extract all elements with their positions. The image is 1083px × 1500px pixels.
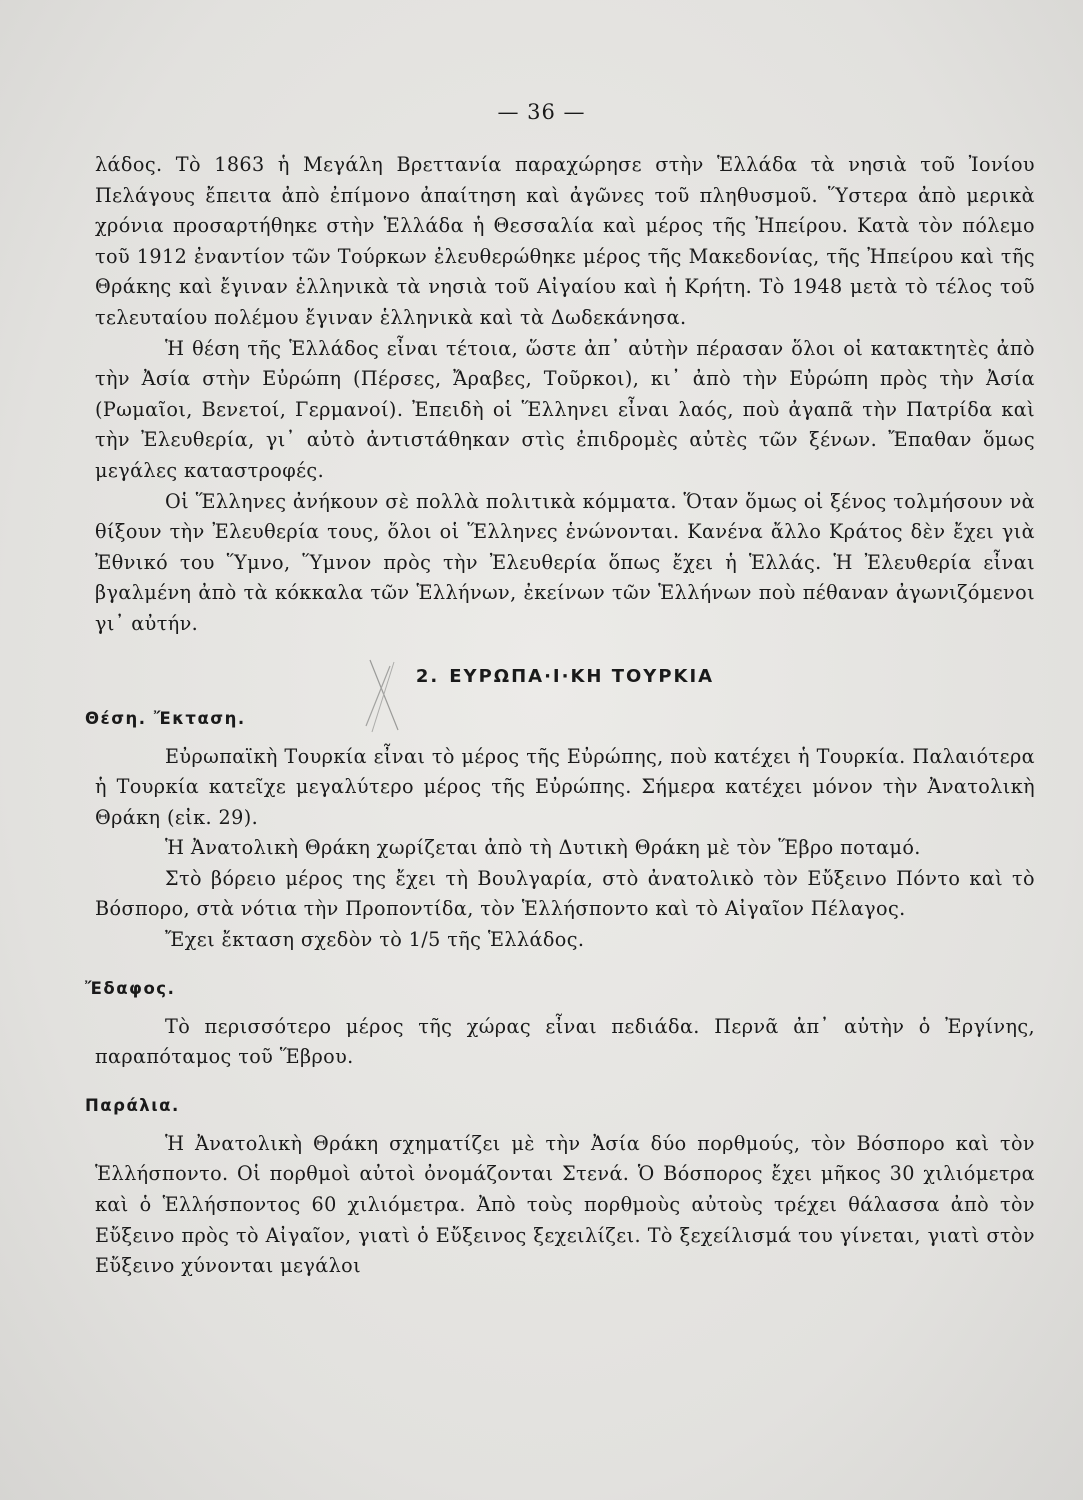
- greeks-freedom-paragraph: Οἱ Ἕλληνες ἀνήκουν σὲ πολλὰ πολιτικὰ κόμματα. Ὅταν ὅμως οἱ ξένος τολμήσουν νὰ θίξουν τὴν Ἐλευθερία τους, ὅλοι οἱ Ἕλληνες ἑνώνονται. Κανένα ἄλλο Κράτος δὲν ἔχει γιὰ Ἐθνικό του Ὕμνο, Ὕμνον πρὸς τὴν Ἐλευθερία ὅπως ἔχει ἡ Ἑλλάς. Ἡ Ἐλευθερία εἶναι βγαλμένη ἀπὸ τὰ κόκκαλα τῶν Ἑλλήνων, ἐκείνων τῶν Ἑλλήνων ποὺ πέθαναν ἀγωνιζόμενοι γι᾽ αὐτήν.: [95, 489, 1035, 635]
- position-paragraph-3: Στὸ βόρειο μέρος της ἔχει τὴ Βουλγαρία, στὸ ἀνατολικὸ τὸν Εὔξεινο Πόντο καὶ τὸ Βόσπορο, στὰ νότια τὴν Προποντίδα, τὸν Ἑλλήσποντο καὶ τὸ Αἰγαῖον Πέλαγος.: [95, 866, 1035, 921]
- coast-paragraph: Ἡ Ἀνατολικὴ Θράκη σχηματίζει μὲ τὴν Ἀσία δύο πορθμούς, τὸν Βόσπορο καὶ τὸν Ἑλλήσποντο. Οἱ πορθμοὶ αὐτοὶ ὀνομάζονται Στενά. Ὁ Βόσπορος ἔχει μῆκος 30 χιλιόμετρα καὶ ὁ Ἑλλήσποντος 60 χιλιόμετρα. Ἀπὸ τοὺς πορθμοὺς αὐτοὺς τρέχει θάλασσα ἀπὸ τὸν Εὔξεινο πρὸς τὸ Αἰγαῖον, γιατὶ ὁ Εὔξεινος ξεχειλίζει. Τὸ ξεχείλισμά του γίνεται, γιατὶ στὸν Εὔξεινο χύνονται μεγάλοι: [95, 1131, 1035, 1278]
- position-paragraph-4: Ἔχει ἔκταση σχεδὸν τὸ 1/5 τῆς Ἑλλάδος.: [165, 928, 585, 952]
- pencil-cross-mark-icon: [340, 656, 410, 736]
- soil-paragraph: Τὸ περισσότερο μέρος τῆς χώρας εἶναι πεδιάδα. Περνᾶ ἀπ᾽ αὐτὴν ὁ Ἐργίνης, παραπόταμος τοῦ Ἕβρου.: [95, 1014, 1035, 1069]
- position-paragraph-2: Ἡ Ἀνατολικὴ Θράκη χωρίζεται ἀπὸ τὴ Δυτικὴ Θράκη μὲ τὸν Ἕβρο ποταμό.: [165, 836, 921, 860]
- section-heading-soil: Ἔδαφος.: [85, 978, 176, 998]
- chapter-title: [95, 662, 1035, 692]
- section-heading-position-area: Θέση. Ἔκταση.: [85, 708, 246, 728]
- position-of-greece-paragraph: Ἡ θέση τῆς Ἑλλάδος εἶναι τέτοια, ὥστε ἀπ᾽ αὐτὴν πέρασαν ὅλοι οἱ κατακτητὲς ἀπὸ τὴν Ἀσία στὴν Εὐρώπη (Πέρσες, Ἄραβες, Τοῦρκοι), κι᾽ ἀπὸ τὴν Εὐρώπη πρὸς τὴν Ἀσία (Ρωμαῖοι, Βενετοί, Γερμανοί). Ἐπειδὴ οἱ Ἕλληνει εἶναι λαός, ποὺ ἀγαπᾶ τὴν Πατρίδα καὶ τὴν Ἐλευθερία, γι᾽ αὐτὸ ἀντιστάθηκαν στὶς ἐπιδρομὲς αὐτὲς τῶν ξένων. Ἔπαθαν ὅμως μεγάλες καταστροφές.: [95, 336, 1035, 482]
- page-content: [85, 150, 1035, 1282]
- page-number: — 36 —: [497, 100, 586, 124]
- chapter-number: 2.: [415, 665, 440, 687]
- chapter-title-text: ΕΥΡΩΠΑ·Ι·ΚΗ ΤΟΥΡΚΙΑ: [449, 665, 715, 687]
- section-heading-coast: Παράλια.: [85, 1095, 180, 1115]
- intro-paragraph: λάδος. Τὸ 1863 ἡ Μεγάλη Βρεττανία παραχώρησε στὴν Ἑλλάδα τὰ νησιὰ τοῦ Ἰονίου Πελάγους ἔπειτα ἀπὸ ἐπίμονο ἀπαίτηση καὶ ἀγῶνες τοῦ πληθυσμοῦ. Ὕστερα ἀπὸ μερικὰ χρόνια προσαρτήθηκε στὴν Ἑλλάδα ἡ Θεσσαλία καὶ μέρος τῆς Ἠπείρου. Κατὰ τὸν πόλεμο τοῦ 1912 ἐναντίον τῶν Τούρκων ἐλευθερώθηκε μέρος τῆς Μακεδονίας, τῆς Ἠπείρου καὶ τῆς Θράκης καὶ ἔγιναν ἑλληνικὰ τὰ νησιὰ τοῦ Αἰγαίου καὶ ἡ Κρήτη. Τὸ 1948 μετὰ τὸ τέλος τοῦ τελευταίου πολέμου ἔγιναν ἑλληνικὰ καὶ τὰ Δωδεκάνησα.: [95, 153, 1035, 329]
- position-paragraph-1: Εὐρωπαϊκὴ Τουρκία εἶναι τὸ μέρος τῆς Εὐρώπης, ποὺ κατέχει ἡ Τουρκία. Παλαιότερα ἡ Τουρκία κατεῖχε μεγαλύτερο μέρος τῆς Εὐρώπης. Σήμερα κατέχει μόνον τὴν Ἀνατολικὴ Θράκη (εἰκ. 29).: [95, 744, 1035, 829]
